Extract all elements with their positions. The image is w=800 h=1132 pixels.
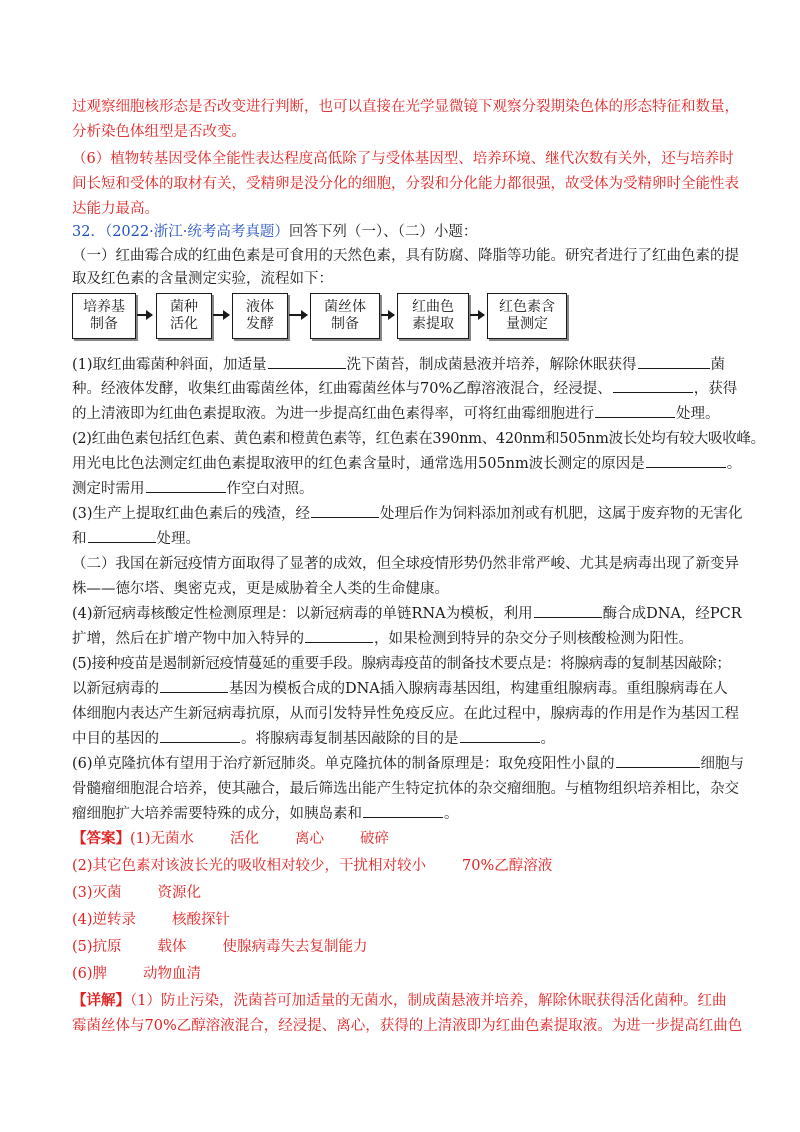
answer-blank[interactable] bbox=[460, 728, 540, 743]
question-6-line: 瘤细胞扩大培养需要特殊的成分，如胰岛素和 。 bbox=[72, 803, 732, 825]
flow-step-medium-prep: 培养基 制备 bbox=[72, 293, 136, 339]
question-5-line: 中目的基因的 。将腺病毒复制基因敲除的目的是 。 bbox=[72, 728, 732, 750]
prev-explanation-line: 分析染色体组型是否改变。 bbox=[72, 124, 246, 140]
question-source: （2022·浙江·统考高考真题） bbox=[104, 224, 289, 240]
prev-explanation-line: 间长短和受体的取材有关，受精卵是没分化的细胞，分裂和分化能力都很强，故受体为受精卵时全能性表 bbox=[72, 176, 739, 192]
prev-explanation-line: 达能力最高。 bbox=[72, 201, 159, 217]
question-header bbox=[72, 221, 732, 243]
answer-blank[interactable] bbox=[646, 453, 726, 468]
flow-arrow bbox=[289, 314, 307, 316]
detail-label: 【详解】 bbox=[72, 992, 130, 1009]
process-flowchart bbox=[72, 293, 572, 343]
question-3-line: (3)生产上提取红曲色素后的残渣，经 处理后作为饲料添加剂或有机肥，这属于废弃物的无害化 bbox=[72, 503, 732, 525]
answer-blank[interactable] bbox=[638, 354, 710, 369]
prev-explanation-line: 过观察细胞核形态是否改变进行判断，也可以直接在光学显微镜下观察分裂期染色体的形态特征和数量， bbox=[72, 99, 739, 115]
question-4-line: 扩增，然后在扩增产物中加入特异的 ，如果检测到特异的杂交分子则核酸检测为阳性。 bbox=[72, 628, 732, 650]
part1-intro: （一）红曲霉合成的红曲色素是可食用的天然色素，具有防腐、降脂等功能。研究者进行了红曲色素的提 bbox=[72, 248, 739, 264]
answer-line-6: (6)脾 动物血清 bbox=[72, 966, 202, 982]
detail-line: 霉菌丝体与70%乙醇溶液混合，经浸提、离心，获得的上清液即为红曲色素提取液。为进一步提高红曲色 bbox=[72, 1018, 743, 1034]
question-number: 32． bbox=[72, 224, 105, 240]
flow-step-strain-activation: 菌种 活化 bbox=[156, 293, 212, 339]
prev-explanation-line: （6）植物转基因受体全能性表达程度高低除了与受体基因型、培养环境、继代次数有关外，还与培养时 bbox=[72, 151, 734, 167]
part2-intro: 株——德尔塔、奥密克戎，更是威胁着全人类的生命健康。 bbox=[72, 581, 449, 597]
answer-blank[interactable] bbox=[146, 478, 226, 493]
part2-intro: （二）我国在新冠疫情方面取得了显著的成效，但全球疫情形势仍然非常严峻、尤其是病毒出现了新变异 bbox=[72, 556, 739, 572]
answer-blank[interactable] bbox=[363, 803, 443, 818]
answer-line-3: (3)灭菌 资源化 bbox=[72, 885, 202, 901]
answer-blank[interactable] bbox=[311, 503, 379, 518]
question-6-line: (6)单克隆抗体有望用于治疗新冠肺炎。单克隆抗体的制备原理是：取免疫阳性小鼠的 细胞与 bbox=[72, 753, 732, 775]
question-2-line: (2)红曲色素包括红色素、黄色素和橙黄色素等，红色素在390nm、420nm和505nm波长处均有较大吸收峰。 bbox=[72, 431, 765, 447]
answer-line-5: (5)抗原 载体 使腺病毒失去复制能力 bbox=[72, 939, 368, 955]
answer-blank[interactable] bbox=[305, 628, 373, 643]
question-5-line: 体细胞内表达产生新冠病毒抗原，从而引发特异性免疫反应。在此过程中，腺病毒的作用是作为基因工程 bbox=[72, 706, 739, 722]
question-1-line: 的上清液即为红曲色素提取液。为进一步提高红曲色素得率，可将红曲霉细胞进行 处理。 bbox=[72, 403, 732, 425]
answer-blank[interactable] bbox=[595, 403, 675, 418]
answer-blank[interactable] bbox=[534, 603, 602, 618]
answer-blank[interactable] bbox=[160, 728, 240, 743]
detail-line: 【详解】（1）防止污染，洗菌苔可加适量的无菌水，制成菌悬液并培养，解除休眠获得活化菌种。红曲 bbox=[72, 992, 727, 1009]
answer-blank[interactable] bbox=[160, 678, 228, 693]
answer-blank[interactable] bbox=[613, 378, 693, 393]
flow-arrow bbox=[381, 314, 394, 316]
part1-intro: 取及红色素的含量测定实验，流程如下： bbox=[72, 271, 333, 287]
flow-step-content-measurement: 红色素含 量测定 bbox=[487, 293, 567, 339]
flow-arrow bbox=[137, 314, 152, 316]
flow-step-liquid-fermentation: 液体 发酵 bbox=[232, 293, 288, 339]
question-prompt: 回答下列（一）、（二）小题： bbox=[288, 224, 478, 240]
question-1-line: (1)取红曲霉菌种斜面，加适量 洗下菌苔，制成菌悬液并培养，解除休眠获得 菌 bbox=[72, 354, 732, 376]
question-3-line: 和 处理。 bbox=[72, 528, 732, 550]
flow-step-pigment-extraction: 红曲色 素提取 bbox=[397, 293, 469, 339]
question-2-line: 测定时需用 作空白对照。 bbox=[72, 478, 732, 500]
answer-line-1: 【答案】(1)无菌水 活化 离心 破碎 bbox=[72, 830, 390, 847]
question-6-line: 骨髓瘤细胞混合培养，使其融合，最后筛选出能产生特定抗体的杂交瘤细胞。与植物组织培养相比，杂交 bbox=[72, 781, 739, 797]
question-2-line: 用光电比色法测定红曲色素提取液甲的红色素含量时，通常选用505nm波长测定的原因是 。 bbox=[72, 453, 732, 475]
flow-arrow bbox=[470, 314, 484, 316]
answer-blank[interactable] bbox=[268, 354, 346, 369]
flow-arrow bbox=[213, 314, 229, 316]
answer-label: 【答案】 bbox=[72, 830, 130, 847]
question-1-line: 种。经液体发酵，收集红曲霉菌丝体，红曲霉菌丝体与70%乙醇溶液混合，经浸提、 ，获得 bbox=[72, 378, 732, 400]
answer-line-2: (2)其它色素对该波长光的吸收相对较少，干扰相对较小 70%乙醇溶液 bbox=[72, 858, 553, 874]
answer-blank[interactable] bbox=[88, 528, 156, 543]
flow-step-mycelium-prep: 菌丝体 制备 bbox=[310, 293, 380, 339]
answer-line-4: (4)逆转录 核酸探针 bbox=[72, 912, 231, 928]
question-4-line: (4)新冠病毒核酸定性检测原理是：以新冠病毒的单链RNA为模板，利用 酶合成DNA，经PCR bbox=[72, 603, 732, 625]
question-5-line: (5)接种疫苗是遏制新冠疫情蔓延的重要手段。腺病毒疫苗的制备技术要点是：将腺病毒的复制基因敲除； bbox=[72, 656, 731, 672]
question-5-line: 以新冠病毒的 基因为模板合成的DNA插入腺病毒基因组，构建重组腺病毒。重组腺病毒在人 bbox=[72, 678, 732, 700]
answer-blank[interactable] bbox=[616, 753, 700, 768]
